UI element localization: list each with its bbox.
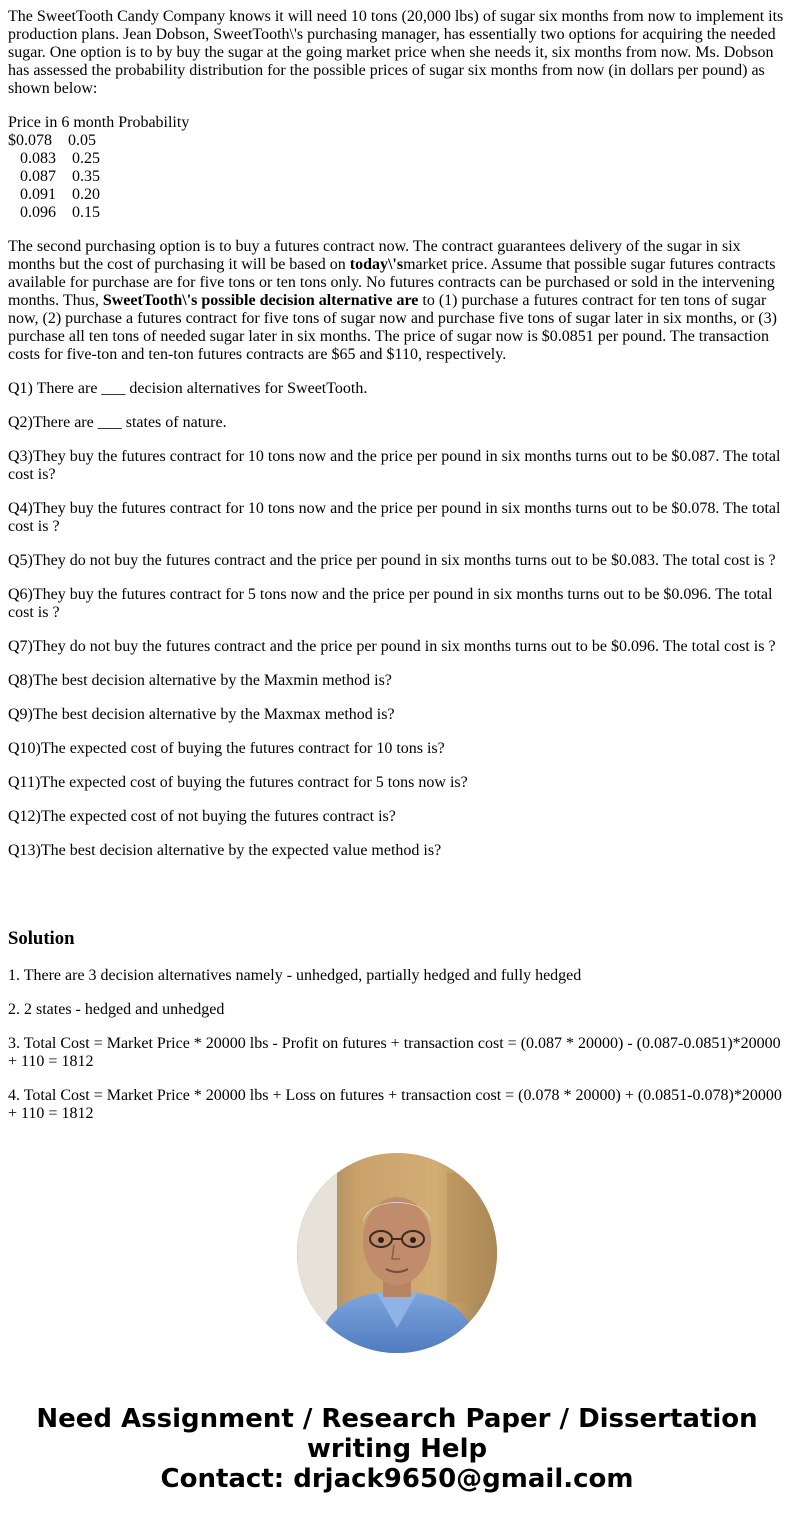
- question-9: Q9)The best decision alternative by the Maxmax method is?: [8, 706, 395, 723]
- price-row: [8, 132, 786, 150]
- price-table-header: Price in 6 month Probability: [8, 114, 190, 131]
- second-bold-today: today\'s: [349, 256, 404, 273]
- question-10: Q10)The expected cost of buying the futures contract for 10 tons is?: [8, 740, 445, 757]
- question-8: Q8)The best decision alternative by the Maxmin method is?: [8, 672, 392, 689]
- second-bold-alternatives: SweetTooth\'s possible decision alternative are: [102, 292, 419, 309]
- question-3: Q3)They buy the futures contract for 10 tons now and the price per pound in six months turns out to be $0.087. The total cost is?: [8, 448, 781, 483]
- price-row: [8, 186, 786, 204]
- probability-cell: 0.25: [72, 150, 100, 167]
- question-5: Q5)They do not buy the futures contract and the price per pound in six months turns out to be $0.083. The total cost is ?: [8, 552, 776, 569]
- price-cell: 0.087: [20, 168, 56, 185]
- promo-line-1: Need Assignment / Research Paper / Dissertation: [36, 1404, 758, 1434]
- question-2: Q2)There are ___ states of nature.: [8, 414, 227, 431]
- question-12: Q12)The expected cost of not buying the futures contract is?: [8, 808, 396, 825]
- price-row: [8, 204, 786, 222]
- question-6: Q6)They buy the futures contract for 5 tons now and the price per pound in six months turns out to be $0.096. The total cost is ?: [8, 586, 773, 621]
- avatar-portrait-icon: [297, 1153, 497, 1353]
- price-row: [8, 168, 786, 186]
- price-probability-table: [8, 114, 786, 222]
- spacer: [8, 876, 786, 928]
- second-text-2: market price. Assume that possible sugar futures contracts available for purchase are for five tons or ten tons only. No futures contracts can be purchased or sold in the intervening months. Thus,: [8, 256, 776, 309]
- price-cell: 0.091: [20, 186, 56, 203]
- second-text-1: The second purchasing option is to buy a futures contract now. The contract guarantees delivery of the sugar in six months but the cost of purchasing it will be based on: [8, 238, 741, 273]
- promo-contact: Contact: drjack9650@gmail.com: [160, 1464, 634, 1494]
- price-cell: 0.096: [20, 204, 56, 221]
- price-row: [8, 150, 786, 168]
- price-cell: 0.083: [20, 150, 56, 167]
- second-text-3: to (1) purchase a futures contract for ten tons of sugar now, (2) purchase a futures contract for five tons of sugar now and purchase five tons of sugar later in six months, or (3) purchase all ten tons of needed sugar later in six months. The price of sugar now is $0.0851 per pound. The transaction costs for five-ton and ten-ton futures contracts are $65 and $110, respectively.: [8, 292, 777, 363]
- document-content: [8, 8, 786, 1121]
- price-cell: $0.078: [8, 132, 52, 149]
- question-7: Q7)They do not buy the futures contract and the price per pound in six months turns out to be $0.096. The total cost is ?: [8, 638, 776, 655]
- solution-heading: Solution: [8, 928, 75, 949]
- avatar: [297, 1153, 497, 1353]
- probability-cell: 0.20: [72, 186, 100, 203]
- question-11: Q11)The expected cost of buying the futures contract for 5 tons now is?: [8, 774, 468, 791]
- problem-intro: The SweetTooth Candy Company knows it will need 10 tons (20,000 lbs) of sugar six months from now to implement its production plans. Jean Dobson, SweetTooth\'s purchasing manager, has essentially two options for acquiring the needed sugar. One option is to by buy the sugar at the going market price when she needs it, six months from now. Ms. Dobson has assessed the probability distribution for the possible prices of sugar six months from now (in dollars per pound) as shown below:: [8, 8, 784, 97]
- question-4: Q4)They buy the futures contract for 10 tons now and the price per pound in six months turns out to be $0.078. The total cost is ?: [8, 500, 781, 535]
- solution-line-4: 4. Total Cost = Market Price * 20000 lbs + Loss on futures + transaction cost = (0.078 * 20000) + (0.0851-0.078)*20000 + 110 = 1812: [8, 1087, 782, 1121]
- solution-line-2: 2. 2 states - hedged and unhedged: [8, 1001, 225, 1018]
- solution-line-3: 3. Total Cost = Market Price * 20000 lbs - Profit on futures + transaction cost = (0.087 * 20000) - (0.087-0.0851)*20000 + 110 = 1812: [8, 1035, 781, 1070]
- probability-cell: 0.15: [72, 204, 100, 221]
- solution-line-1: 1. There are 3 decision alternatives namely - unhedged, partially hedged and fully hedged: [8, 967, 582, 984]
- second-option-paragraph: [8, 238, 786, 364]
- question-13: Q13)The best decision alternative by the expected value method is?: [8, 842, 442, 859]
- probability-cell: 0.35: [72, 168, 100, 185]
- promo-banner: [0, 1404, 794, 1494]
- probability-cell: 0.05: [68, 132, 96, 149]
- question-1: Q1) There are ___ decision alternatives for SweetTooth.: [8, 380, 368, 397]
- promo-line-2: writing Help: [306, 1434, 488, 1464]
